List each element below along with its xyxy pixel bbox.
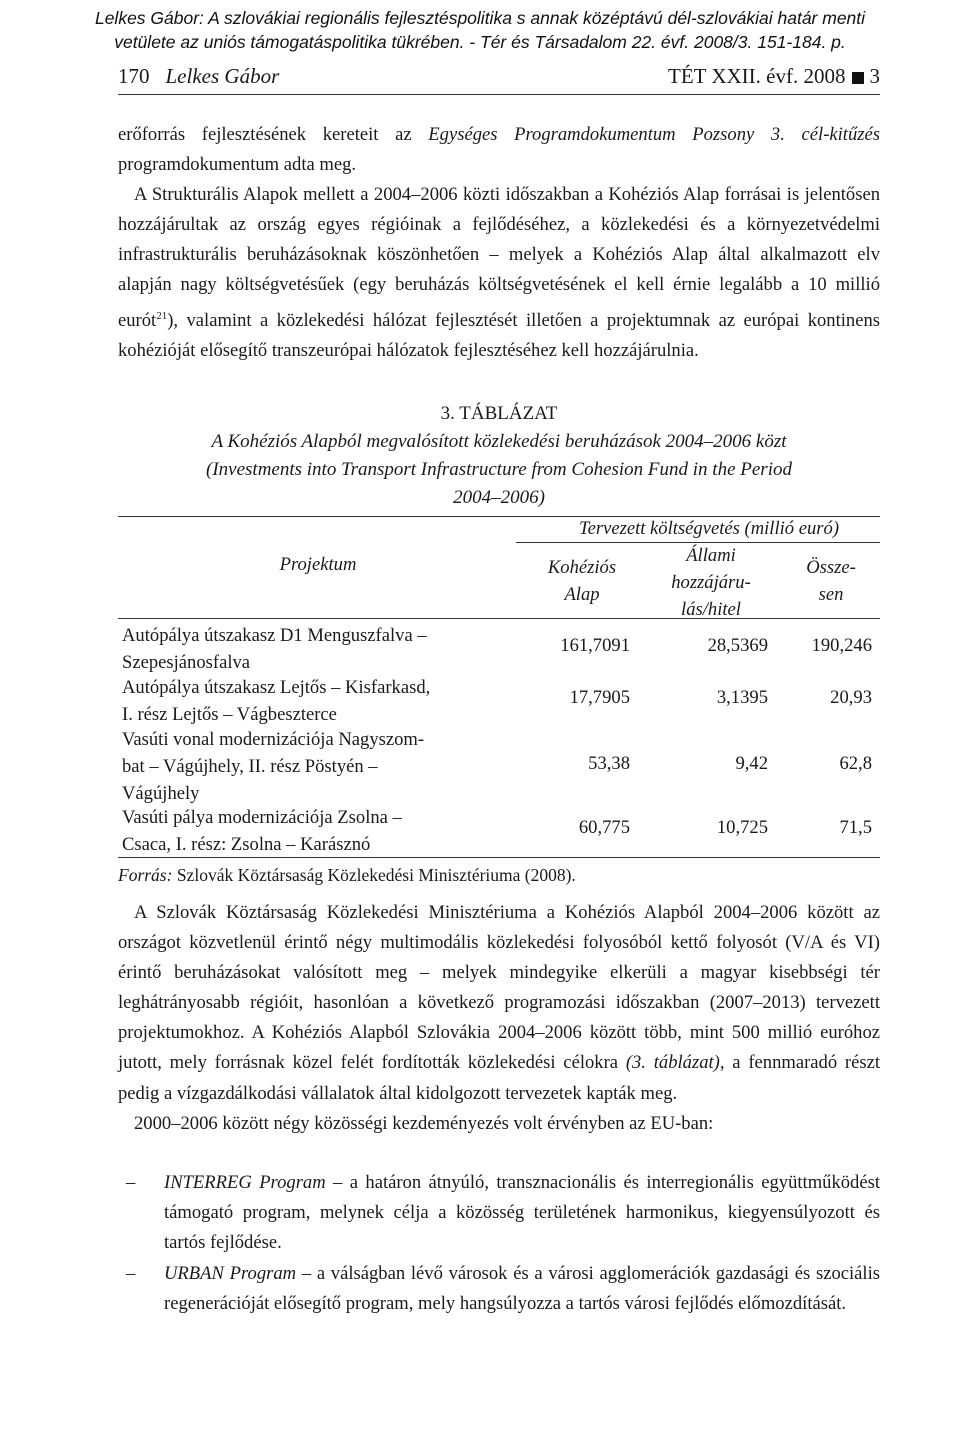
cell-allami: 10,725 xyxy=(716,817,768,838)
citation-header xyxy=(0,6,960,54)
table-row: Vasúti vonal modernizációja Nagyszom- bat – Vágújhely, II. rész Pöstyén – Vágújhely xyxy=(122,729,425,804)
cell-kohezios: 60,775 xyxy=(578,817,630,838)
paragraph-4: 2000–2006 között négy közösségi kezdeményezés volt érvényben az EU-ban: xyxy=(134,1112,714,1134)
page-number: 170 xyxy=(118,64,150,88)
paragraph-3: A Szlovák Köztársaság Közlekedési Minisztériuma a Kohéziós Alapból 2004–2006 között az országot közvetlenül érintő négy multimodális közlekedési folyosóból kettő folyosót (V/A és VI) érintő beruházásokat valósított meg – melyek mindegyike elkerüli a magyar kisebbségi tér leghátrányosabb régióit, hasonlóan a következő programozási időszakban (2007–2013) tervezett projektumokhoz. A Kohéziós Alapból Szlovákia 2004–2006 között több, mint 500 millió euróhoz jutott, mely forrásnak közel felét fordították közlekedési célokra (3. táblázat), a fennmaradó részt pedig a vízgazdálkodási vállalatok által kidolgozott tervezetek kapták meg. xyxy=(118,902,880,1104)
cell-allami: 3,1395 xyxy=(716,687,768,708)
citation-line-1: Lelkes Gábor: A szlovákiai regionális fejlesztéspolitika s annak középtávú dél-szlovákiai határ menti xyxy=(94,8,866,28)
cell-kohezios: 53,38 xyxy=(588,753,630,774)
table-rule-top xyxy=(118,516,880,517)
cell-osszesen: 71,5 xyxy=(839,817,872,838)
table-row: Autópálya útszakasz Lejtős – Kisfarkasd, I. rész Lejtős – Vágbeszterce xyxy=(122,677,431,725)
table-caption xyxy=(118,400,880,512)
paragraph-1: erőforrás fejlesztésének kereteit az Egységes Programdokumentum Pozsony 3. cél-kitűzés programdokumentum adta meg. xyxy=(118,124,880,176)
table-row: Autópálya útszakasz D1 Menguszfalva – Szepesjánosfalva xyxy=(122,625,427,673)
issue-number: 3 xyxy=(869,64,880,88)
table-row: Vasúti pálya modernizációja Zsolna – Csaca, I. rész: Zsolna – Karásznó xyxy=(122,807,402,855)
journal-issue: TÉT XXII. évf. 2008 xyxy=(668,64,846,88)
body-text-top xyxy=(118,120,880,366)
square-bullet-icon xyxy=(852,72,864,84)
list-item: – URBAN Program – a válságban lévő városok és a városi agglomerációk gazdasági és szociális regenerációját elősegítő program, mely hangsúlyozza a tartós városi fejlődés előmozdítását. xyxy=(126,1263,880,1315)
cell-kohezios: 161,7091 xyxy=(560,635,630,656)
cell-allami: 28,5369 xyxy=(707,635,768,656)
table-number: 3. TÁBLÁZAT xyxy=(440,403,558,424)
running-author: Lelkes Gábor xyxy=(165,64,280,88)
table-title-en: (Investments into Transport Infrastructure from Cohesion Fund in the Period xyxy=(206,459,792,480)
header-allami: Állami hozzájáru- lás/hitel xyxy=(671,545,751,620)
header-osszesen: Össze- sen xyxy=(806,557,856,605)
body-text-bottom xyxy=(118,898,880,1139)
paragraph-2: A Strukturális Alapok mellett a 2004–2006 közti időszakban a Kohéziós Alap forrásai is jelentősen hozzájárultak az ország egyes régióinak a fejlődéséhez, a közlekedési és a környezetvédelmi infrastrukturális beruházásoknak köszönhetően – melyek a Kohéziós Alap által alkalmazott elv alapján nagy költségvetésűek (egy beruházás költségvetésének el kell érnie legalább a 10 millió eurót$^{21}$), valamint a közlekedési hálózat fejlesztését illetően a projektumnak az európai kontinens kohézióját elősegítő transzeurópai hálózatok fejlesztéséhez kell hozzájárulnia. xyxy=(118,184,880,361)
table-source: Forrás: Szlovák Köztársaság Közlekedési Minisztériuma (2008). xyxy=(118,865,576,885)
group-header: Tervezett költségvetés (millió euró) xyxy=(578,518,840,539)
table-rule-bottom xyxy=(118,857,880,858)
cell-kohezios: 17,7905 xyxy=(569,687,630,708)
cell-osszesen: 20,93 xyxy=(830,687,872,708)
header-kohezios: Kohéziós Alap xyxy=(547,557,617,605)
running-head xyxy=(118,60,880,95)
table-title-en-2: 2004–2006) xyxy=(453,487,545,508)
table-title-hu: A Kohéziós Alapból megvalósított közlekedési beruházások 2004–2006 közt xyxy=(211,431,787,452)
list-item: – INTERREG Program – a határon átnyúló, transznacionális és interregionális együttműködést támogató program, melynek célja a közösség területének harmonikus, kiegyensúlyozott és tartós fejlődése. xyxy=(126,1172,880,1254)
citation-line-2: vetülete az uniós támogatáspolitika tükrében. - Tér és Társadalom 22. évf. 2008/3. 151-184. p. xyxy=(114,32,846,52)
header-projektum: Projektum xyxy=(279,554,357,575)
cell-osszesen: 62,8 xyxy=(839,753,872,774)
cell-allami: 9,42 xyxy=(735,753,768,774)
header-rule xyxy=(118,618,880,619)
cell-osszesen: 190,246 xyxy=(811,635,872,656)
